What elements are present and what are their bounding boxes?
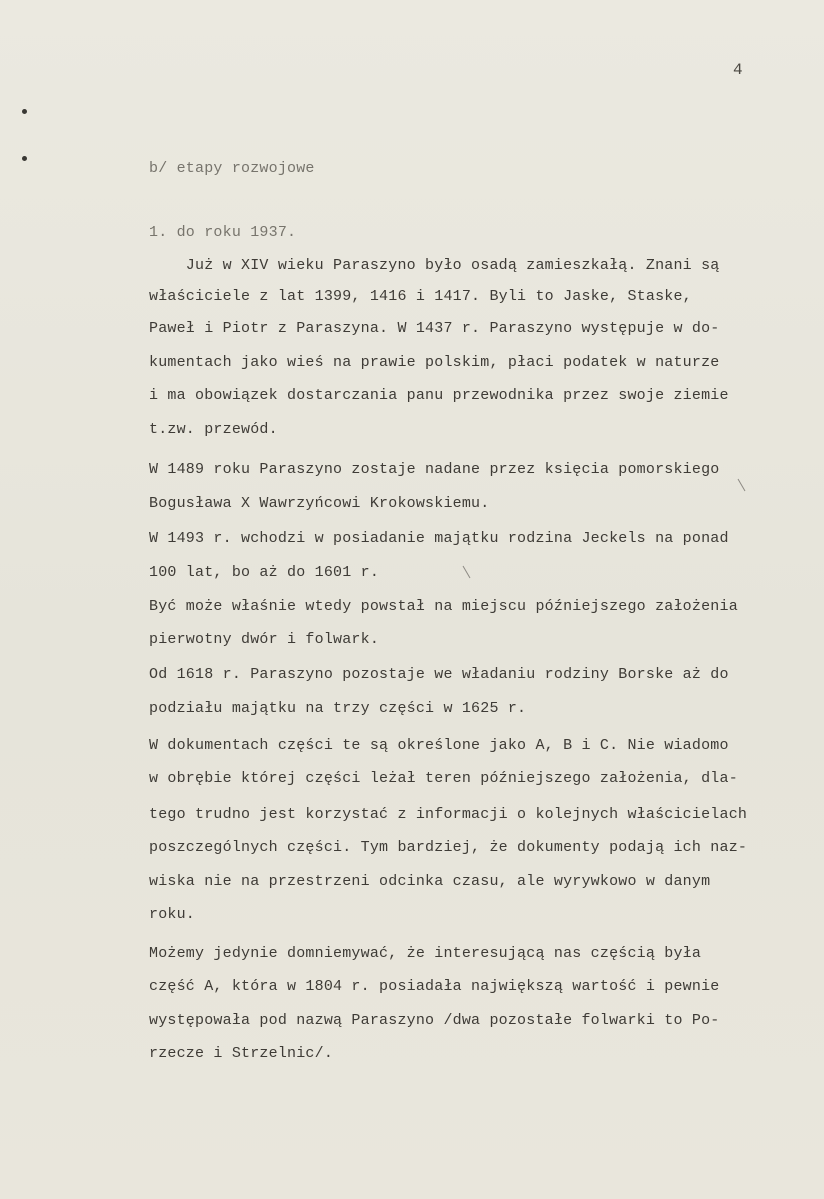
text-line: W 1493 r. wchodzi w posiadanie majątku rodzina Jeckels na ponad: [149, 530, 729, 547]
text-line: w obrębie której części leżał teren późniejszego założenia, dla-: [149, 770, 738, 787]
text-line: właściciele z lat 1399, 1416 i 1417. Byli to Jaske, Staske,: [149, 288, 692, 305]
text-line: roku.: [149, 906, 196, 923]
text-line: Być może właśnie wtedy powstał na miejscu późniejszego założenia: [149, 598, 738, 615]
text-line: poszczególnych części. Tym bardziej, że dokumenty podają ich naz-: [149, 839, 748, 856]
section-heading: b/ etapy rozwojowe: [149, 160, 315, 177]
text-line: Bogusława X Wawrzyńcowi Krokowskiemu.: [149, 495, 490, 512]
text-line: wiska nie na przestrzeni odcinka czasu, ale wyrywkowo w danym: [149, 873, 711, 890]
pencil-mark: [463, 566, 471, 579]
text-line: Paweł i Piotr z Paraszyna. W 1437 r. Paraszyno występuje w do-: [149, 320, 720, 337]
text-line: t.zw. przewód.: [149, 421, 278, 438]
page-number: 4: [733, 61, 743, 79]
text-line: podziału majątku na trzy części w 1625 r.: [149, 700, 527, 717]
text-line: i ma obowiązek dostarczania panu przewodnika przez swoje ziemie: [149, 387, 729, 404]
punch-hole-top: [22, 109, 27, 114]
text-line: występowała pod nazwą Paraszyno /dwa pozostałe folwarki to Po-: [149, 1012, 720, 1029]
pencil-mark: [738, 479, 746, 492]
text-line: część A, która w 1804 r. posiadała największą wartość i pewnie: [149, 978, 720, 995]
subsection-heading: 1. do roku 1937.: [149, 224, 297, 241]
punch-hole-bottom: [22, 156, 27, 161]
text-line: W dokumentach części te są określone jako A, B i C. Nie wiadomo: [149, 737, 729, 754]
text-line: W 1489 roku Paraszyno zostaje nadane przez księcia pomorskiego: [149, 461, 720, 478]
text-line: kumentach jako wieś na prawie polskim, płaci podatek w naturze: [149, 354, 720, 371]
text-line: tego trudno jest korzystać z informacji o kolejnych właścicielach: [149, 806, 748, 823]
text-line: 100 lat, bo aż do 1601 r.: [149, 564, 380, 581]
text-line: Od 1618 r. Paraszyno pozostaje we władaniu rodziny Borske aż do: [149, 666, 729, 683]
text-line: Już w XIV wieku Paraszyno było osadą zamieszkałą. Znani są: [149, 257, 720, 274]
text-line: rzecze i Strzelnic/.: [149, 1045, 334, 1062]
text-line: pierwotny dwór i folwark.: [149, 631, 380, 648]
text-line: Możemy jedynie domniemywać, że interesującą nas częścią była: [149, 945, 702, 962]
